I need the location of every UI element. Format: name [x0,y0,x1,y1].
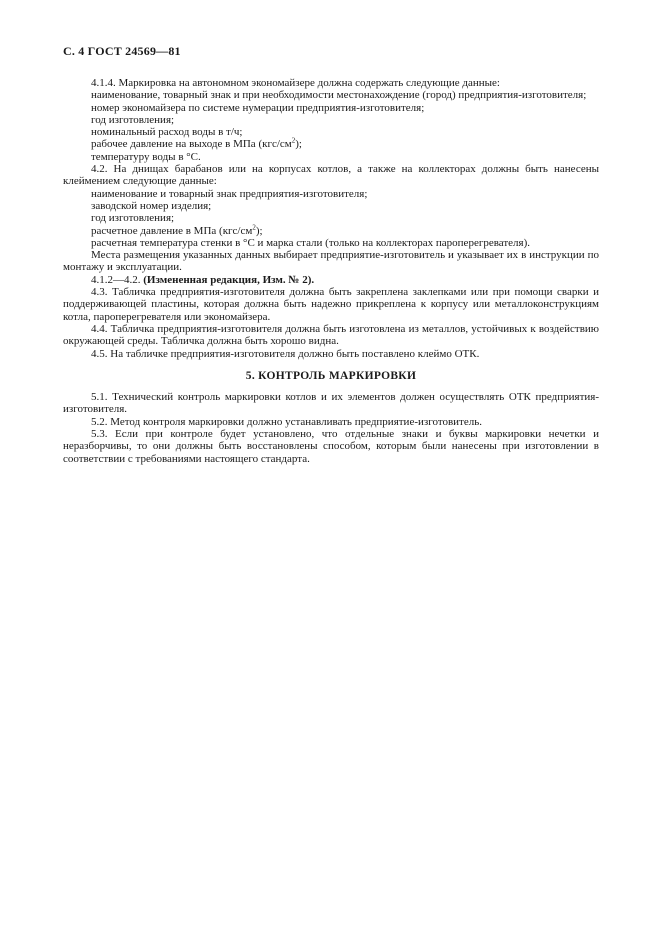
paragraph-5-2: 5.2. Метод контроля маркировки должно устанавливать предприятие-изготовитель. [91,415,483,428]
paragraph-4-5: 4.5. На табличке предприятия-изготовителя должно быть поставлено клеймо ОТК. [91,347,480,360]
paragraph-4-2: 4.2. На днищах барабанов или на корпусах котлов, а также на коллекторах должны быть нанесены клеймением следующие данные: [63,163,599,188]
paragraph-5-3: 5.3. Если при контроле будет установлено, что отдельные знаки и буквы маркировки нечетки и неразборчивы, то они должны быть восстановлены способом, которым были нанесены при изготовлении в соответствии с требованиями настоящего стандарта. [63,428,599,465]
calc-pressure-superscript: 2 [252,222,256,231]
calc-pressure-text-end: ); [255,224,263,237]
page-header: С. 4 ГОСТ 24569—81 [63,44,181,58]
calc-pressure-text: расчетное давление в МПа (кгс/см [91,224,253,237]
list-item: наименование, товарный знак и при необходимости местонахождение (город) предприятия-изготовителя; [91,89,587,102]
list-item: температуру воды в °С. [91,150,201,163]
pressure-superscript: 2 [291,136,296,145]
paragraph-4-3: 4.3. Табличка предприятия-изготовителя должна быть закреплена заклепками или при помощи сварки и поддерживающей пластины, которая должна быть надежно прикреплена к корпусу или металлоконструкциям котла, пароперегревателя или экономайзера. [63,286,599,323]
document-body [63,77,599,465]
paragraph-4-4: 4.4. Табличка предприятия-изготовителя должна быть изготовлена из металлов, устойчивых к воздействию окружающей среды. Табличка должна быть хорошо видна. [63,322,599,348]
paragraph-4-1-4: 4.1.4. Маркировка на автономном экономайзере должна содержать следующие данные: [91,77,500,89]
paragraph-5-1: 5.1. Технический контроль маркировки котлов и их элементов должен осуществлять ОТК предприятия-изготовителя. [63,391,599,416]
list-item: номинальный расход воды в т/ч; [91,126,243,139]
list-item-pressure [63,138,599,150]
list-item-calc-pressure [63,222,599,237]
list-item: заводской номер изделия; [91,199,212,212]
paragraph-places: Места размещения указанных данных выбирает предприятие-изготовитель и указывает их в инструкции по монтажу и эксплуатации. [63,249,599,274]
list-item: расчетная температура стенки в °С и марка стали (только на коллекторах пароперегревателя). [91,236,531,249]
amendment-bold: (Измененная редакция, Изм. № 2). [143,273,315,286]
section-5-heading: 5. КОНТРОЛЬ МАРКИРОВКИ [245,369,417,382]
pressure-text: рабочее давление на выходе в МПа (кгс/см [91,138,292,151]
list-item: год изготовления; [91,212,175,225]
list-item: год изготовления; [91,113,175,126]
list-item: наименование и товарный знак предприятия-изготовителя; [91,187,368,200]
pressure-text-end: ); [295,138,302,151]
amendment-note [63,274,599,286]
amendment-ref: 4.1.2—4.2. [91,273,144,286]
list-item: номер экономайзера по системе нумерации предприятия-изготовителя; [91,101,425,114]
